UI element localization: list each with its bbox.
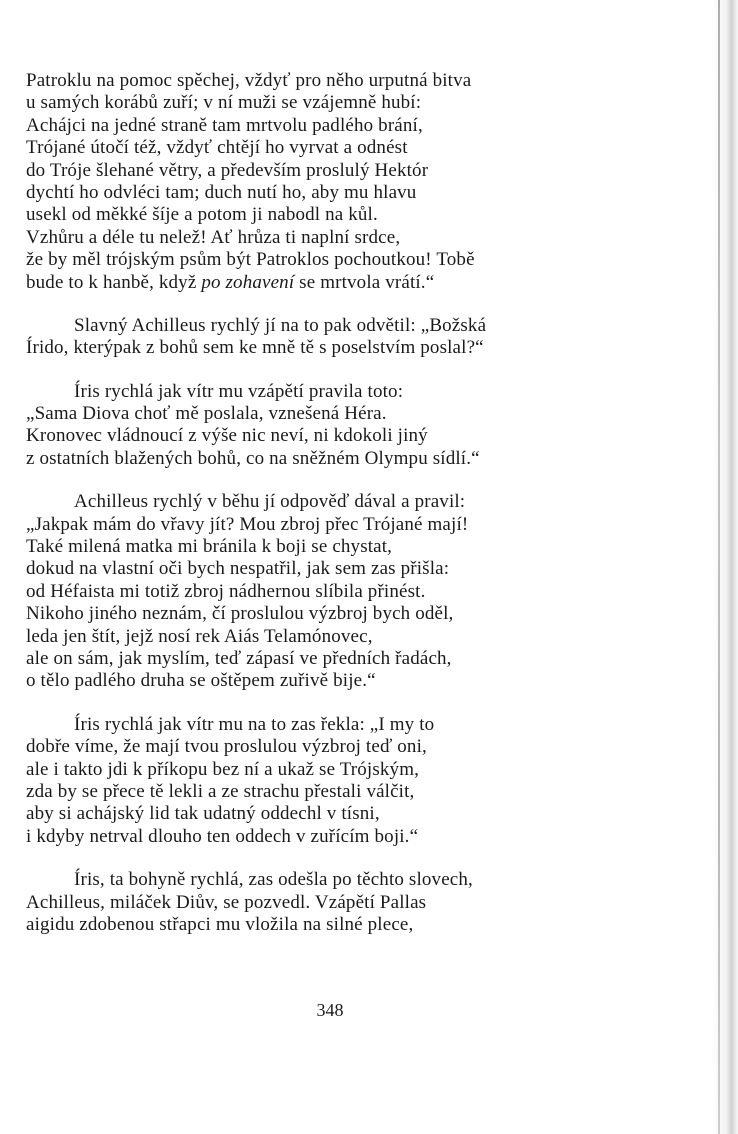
verse-line: „Sama Diova choť mě poslala, vznešená Héra. [26, 403, 387, 425]
stanza [26, 381, 666, 471]
stanza [26, 714, 666, 848]
emphasized-text: po zohavení [201, 271, 295, 293]
verse-line: Írido, kterýpak z bohů sem ke mně tě s poselstvím poslal?“ [26, 337, 484, 359]
verse-line: dychtí ho odvléci tam; duch nutí ho, aby mu hlavu [26, 181, 417, 203]
verse-line: ale i takto jdi k příkopu bez ní a ukaž se Trójským, [26, 758, 420, 780]
verse-line: o tělo padlého druha se oštěpem zuřivě bije.“ [26, 670, 376, 692]
verse-line: Také milená matka mi bránila k boji se chystat, [26, 536, 393, 558]
stanza [26, 315, 666, 360]
verse-line: Trójané útočí též, vždyť chtějí ho vyrvat a odnést [26, 137, 408, 159]
verse-line: Kronovec vládnoucí z výše nic neví, ni kdokoli jiný [26, 425, 428, 447]
verse-line: Patroklu na pomoc spěchej, vždyť pro něho urputná bitva [26, 70, 472, 91]
verse-line: Achilleus rychlý v běhu jí odpověď dával a pravil: [74, 491, 466, 513]
verse-line: do Tróje šlehané větry, a především proslulý Hektór [26, 159, 429, 181]
verse-line: Íris rychlá jak vítr mu na to zas řekla: „I my to [74, 713, 435, 735]
verse-line: usekl od měkké šíje a potom ji nabodl na kůl. [26, 204, 378, 226]
verse-line: u samých korábů zuří; v ní muži se vzájemně hubí: [26, 92, 422, 114]
verse-line [26, 272, 666, 294]
verse-line: leda jen štít, jejž nosí rek Aiás Telamónovec, [26, 625, 373, 647]
verse-line: dobře víme, že mají tvou proslulou výzbroj teď oni, [26, 736, 427, 758]
verse-line: z ostatních blažených bohů, co na sněžném Olympu sídlí.“ [26, 447, 480, 469]
stanza [26, 869, 666, 936]
verse-line: že by měl trójským psům být Patroklos pochoutkou! Tobě [26, 249, 475, 271]
page-number: 348 [316, 1000, 344, 1020]
verse-line: aby si achájský lid tak udatný oddechl v tísni, [26, 803, 380, 825]
poem-text [26, 70, 666, 957]
verse-text: se mrtvola vrátí.“ [294, 271, 435, 293]
verse-line: Achilleus, miláček Diův, se pozvedl. Vzápětí Pallas [26, 891, 427, 913]
verse-line: zda by se přece tě lekli a ze strachu přestali válčit, [26, 780, 415, 802]
verse-line: aigidu zdobenou střapci mu vložila na silné plece, [26, 913, 414, 935]
verse-line: od Héfaista mi totiž zbroj nádhernou slíbila přinést. [26, 580, 426, 602]
stanza [26, 70, 666, 294]
verse-line: ale on sám, jak myslím, teď zápasí ve předních řadách, [26, 647, 452, 669]
verse-line: i kdyby netrval dlouho ten oddech v zuřícím boji.“ [26, 825, 419, 847]
verse-line: Nikoho jiného neznám, čí proslulou výzbroj bych oděl, [26, 603, 454, 625]
verse-line: „Jakpak mám do vřavy jít? Mou zbroj přec Trójané mají! [26, 513, 469, 535]
verse-text: bude to k hanbě, když [26, 271, 202, 293]
binding-edge-line [718, 0, 720, 1134]
verse-line: Íris, ta bohyně rychlá, zas odešla po těchto slovech, [74, 869, 473, 891]
verse-line: Vzhůru a déle tu nelež! Ať hrůza ti naplní srdce, [26, 226, 401, 248]
page-edge-shadow [712, 0, 738, 1134]
verse-line: Slavný Achilleus rychlý jí na to pak odvětil: „Božská [74, 314, 487, 336]
verse-line: Achájci na jedné straně tam mrtvolu padlého brání, [26, 114, 423, 136]
verse-line: Íris rychlá jak vítr mu vzápětí pravila toto: [74, 380, 404, 402]
stanza [26, 491, 666, 693]
verse-line: dokud na vlastní oči bych nespatřil, jak sem zas přišla: [26, 558, 450, 580]
